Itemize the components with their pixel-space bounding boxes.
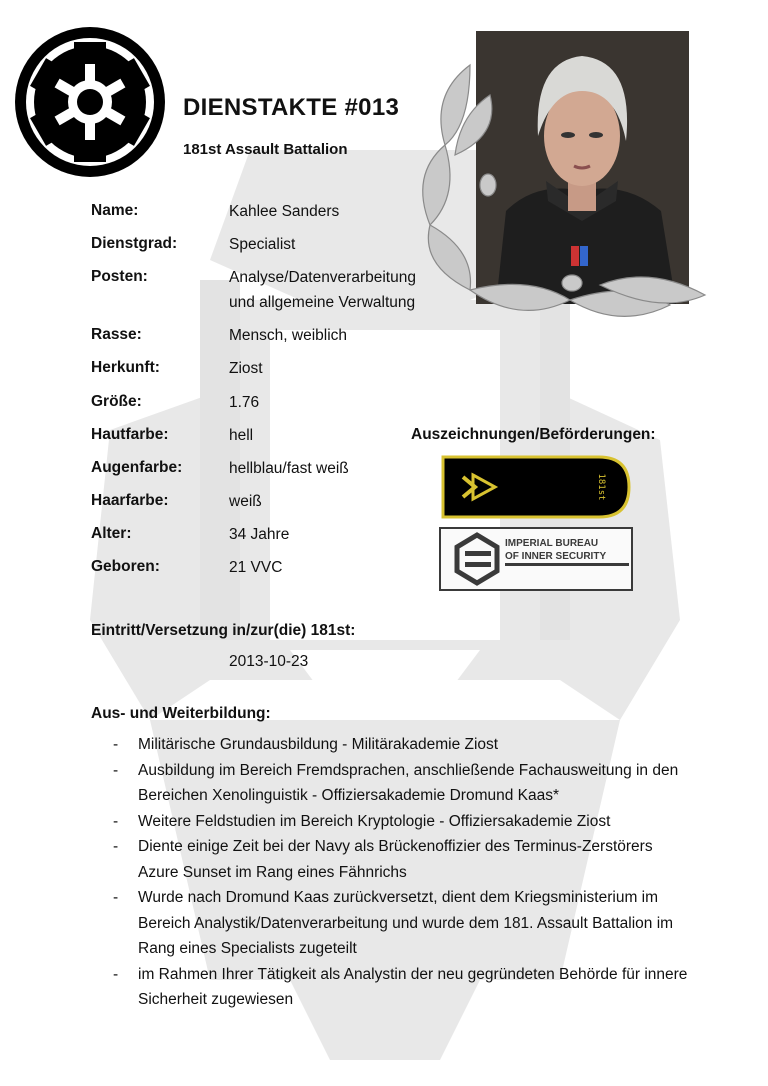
value-post: Analyse/Datenverarbeitung <box>229 269 416 286</box>
ibis-line1: IMPERIAL BUREAU <box>505 538 599 549</box>
awards-title: Auszeichnungen/Beförderungen: <box>411 426 656 443</box>
imperial-cog-icon <box>14 26 166 178</box>
label-skin: Hautfarbe: <box>91 426 169 443</box>
value-rank: Specialist <box>229 236 296 253</box>
label-name: Name: <box>91 202 139 219</box>
laurel-wreath-icon <box>400 55 710 340</box>
list-item: - Diente einige Zeit bei der Navy als Brückenoffizier des Terminus-Zerstörers Azure Sunset im Rang eines Fähnrichs <box>113 834 693 885</box>
entry-label: Eintritt/Versetzung in/zur(die) 181st: <box>91 622 356 639</box>
label-race: Rasse: <box>91 326 142 343</box>
label-post: Posten: <box>91 268 148 285</box>
list-item: - Ausbildung im Bereich Fremdsprachen, anschließende Fachausweitung in den Bereichen Xenolinguistik - Offiziersakademie Dromund Kaas* <box>113 758 693 809</box>
label-born: Geboren: <box>91 558 160 575</box>
list-item: - im Rahmen Ihrer Tätigkeit als Analystin der neu gegründeten Behörde für innere Sicherheit zugewiesen <box>113 962 693 1013</box>
label-eyes: Augenfarbe: <box>91 459 183 476</box>
label-rank: Dienstgrad: <box>91 235 178 252</box>
list-item: - Weitere Feldstudien im Bereich Kryptologie - Offiziersakademie Ziost <box>113 809 693 835</box>
label-hair: Haarfarbe: <box>91 492 169 509</box>
value-hair: weiß <box>229 493 262 510</box>
ibis-line2: OF INNER SECURITY <box>505 551 607 562</box>
document-title: DIENSTAKTE #013 <box>183 94 400 121</box>
education-title: Aus- und Weiterbildung: <box>91 705 271 722</box>
value-race: Mensch, weiblich <box>229 327 348 344</box>
value-name: Kahlee Sanders <box>229 203 340 220</box>
value-age: 34 Jahre <box>229 526 290 543</box>
label-age: Alter: <box>91 525 132 542</box>
entry-date: 2013-10-23 <box>229 653 309 670</box>
rank-insignia-text: 181st <box>596 473 606 501</box>
value-height: 1.76 <box>229 394 260 411</box>
unit-subtitle: 181st Assault Battalion <box>183 141 348 158</box>
value-eyes: hellblau/fast weiß <box>229 460 349 477</box>
value-born: 21 VVC <box>229 559 283 576</box>
value-skin: hell <box>229 427 254 444</box>
education-list <box>113 732 693 1013</box>
value-origin: Ziost <box>229 360 263 377</box>
rank-insignia <box>439 453 633 521</box>
list-item: - Militärische Grundausbildung - Militärakademie Ziost <box>113 732 693 758</box>
label-height: Größe: <box>91 393 142 410</box>
value-post-line2: und allgemeine Verwaltung <box>229 294 416 311</box>
ibis-badge <box>439 527 633 591</box>
list-item: - Wurde nach Dromund Kaas zurückversetzt, dient dem Kriegsministerium im Bereich Analystik/Datenverarbeitung und wurde dem 181. Assault Battalion im Rang eines Specialists zugeteilt <box>113 885 693 962</box>
label-origin: Herkunft: <box>91 359 160 376</box>
